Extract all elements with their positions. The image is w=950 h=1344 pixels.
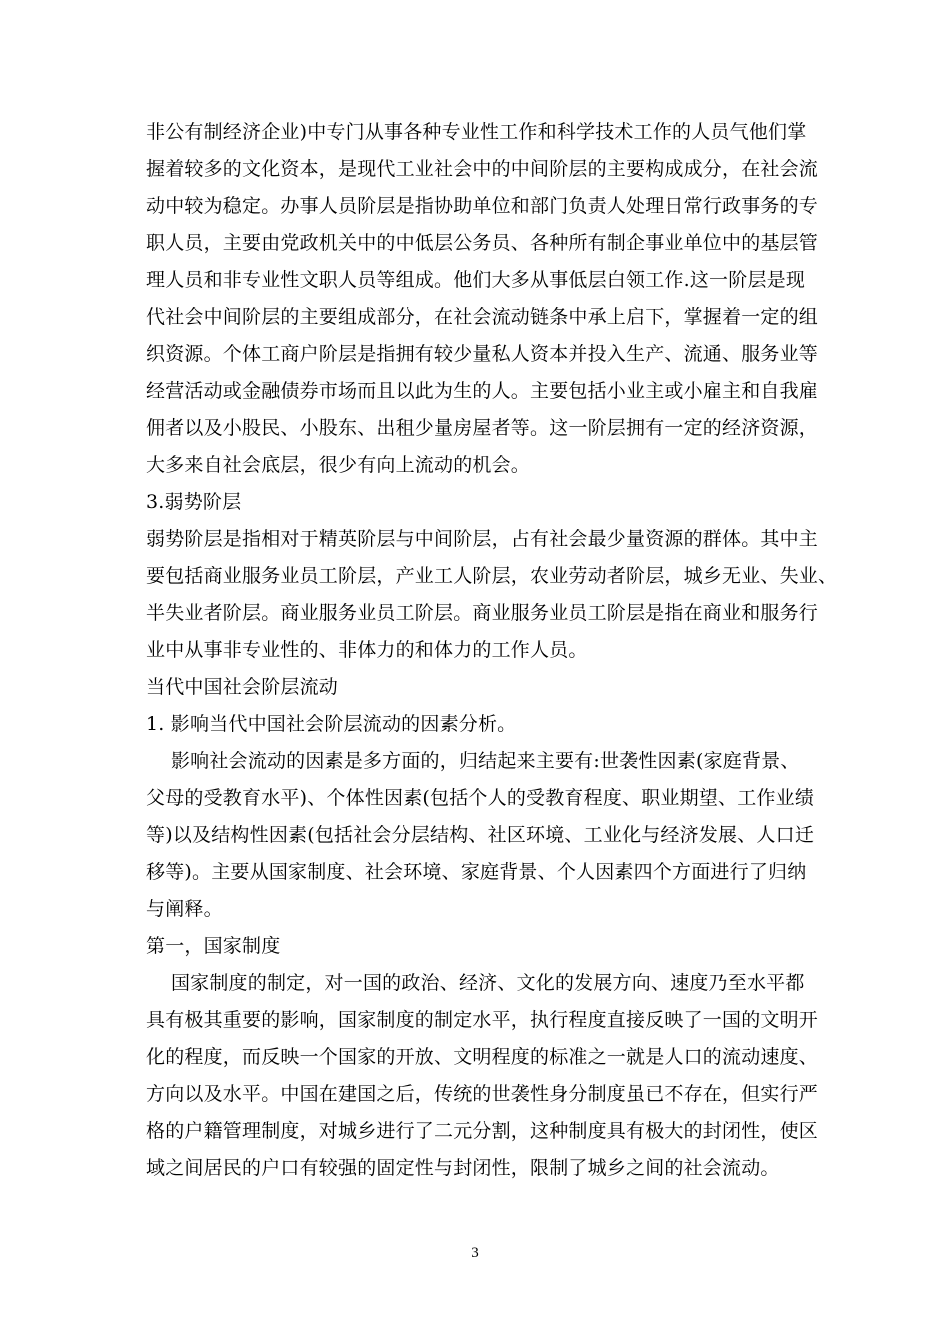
text-line: 化的程度，而反映一个国家的开放、文明程度的标准之一就是人口的流动速度、 (146, 1046, 819, 1068)
page-number: 3 (471, 1245, 479, 1261)
text-line: 经营活动或金融债券市场而且以此为生的人。主要包括小业主或小雇主和自我雇 (146, 380, 819, 402)
text-line: 方向以及水平。中国在建国之后，传统的世袭性身分制度虽已不存在，但实行严 (146, 1083, 819, 1105)
text-line: 非公有制经济企业)中专门从事各种专业性工作和科学技术工作的人员气他们掌 (146, 121, 807, 143)
text-line: 格的户籍管理制度，对城乡进行了二元分割，这种制度具有极大的封闭性，使区 (146, 1120, 819, 1142)
text-line: 等)以及结构性因素(包括社会分层结构、社区环境、工业化与经济发展、人口迁 (146, 824, 815, 846)
text-line: 具有极其重要的影响，国家制度的制定水平，执行程度直接反映了一国的文明开 (146, 1009, 819, 1031)
text-line: 要包括商业服务业员工阶层，产业工人阶层，农业劳动者阶层，城乡无业、失业、 (146, 565, 838, 587)
section-heading: 3.弱势阶层 (146, 491, 242, 513)
text-line: 半失业者阶层。商业服务业员工阶层。商业服务业员工阶层是指在商业和服务行 (146, 602, 819, 624)
text-line: 动中较为稳定。办事人员阶层是指协助单位和部门负责人处理日常行政事务的专 (146, 195, 819, 217)
text-line: 域之间居民的户口有较强的固定性与封闭性，限制了城乡之间的社会流动。 (146, 1157, 780, 1179)
section-heading: 1. 影响当代中国社会阶层流动的因素分析。 (146, 713, 517, 735)
text-line: 移等)。主要从国家制度、社会环境、家庭背景、个人因素四个方面进行了归纳 (146, 861, 807, 883)
section-heading: 当代中国社会阶层流动 (146, 676, 339, 698)
text-line: 与阐释。 (146, 898, 223, 920)
section-heading: 第一，国家制度 (146, 935, 281, 957)
text-line: 职人员，主要由党政机关中的中低层公务员、各种所有制企事业单位中的基层管 (146, 232, 819, 254)
text-line: 握着较多的文化资本，是现代工业社会中的中间阶层的主要构成成分，在社会流 (146, 158, 819, 180)
text-line: 国家制度的制定，对一国的政治、经济、文化的发展方向、速度乃至水平都 (146, 972, 805, 994)
text-line: 大多来自社会底层，很少有向上流动的机会。 (146, 454, 531, 476)
text-line: 代社会中间阶层的主要组成部分，在社会流动链条中承上启下，掌握着一定的组 (146, 306, 819, 328)
text-line: 父母的受教育水平)、个体性因素(包括个人的受教育程度、职业期望、工作业绩 (146, 787, 815, 809)
text-line: 弱势阶层是指相对于精英阶层与中间阶层，占有社会最少量资源的群体。其中主 (146, 528, 819, 550)
text-line: 业中从事非专业性的、非体力的和体力的工作人员。 (146, 639, 588, 661)
text-line: 理人员和非专业性文职人员等组成。他们大多从事低层白领工作.这一阶层是现 (146, 269, 806, 291)
text-line: 影响社会流动的因素是多方面的，归结起来主要有:世袭性因素(家庭背景、 (146, 750, 800, 772)
text-line: 佣者以及小股民、小股东、出租少量房屋者等。这一阶层拥有一定的经济资源， (146, 417, 819, 439)
text-line: 织资源。个体工商户阶层是指拥有较少量私人资本并投入生产、流通、服务业等 (146, 343, 819, 365)
